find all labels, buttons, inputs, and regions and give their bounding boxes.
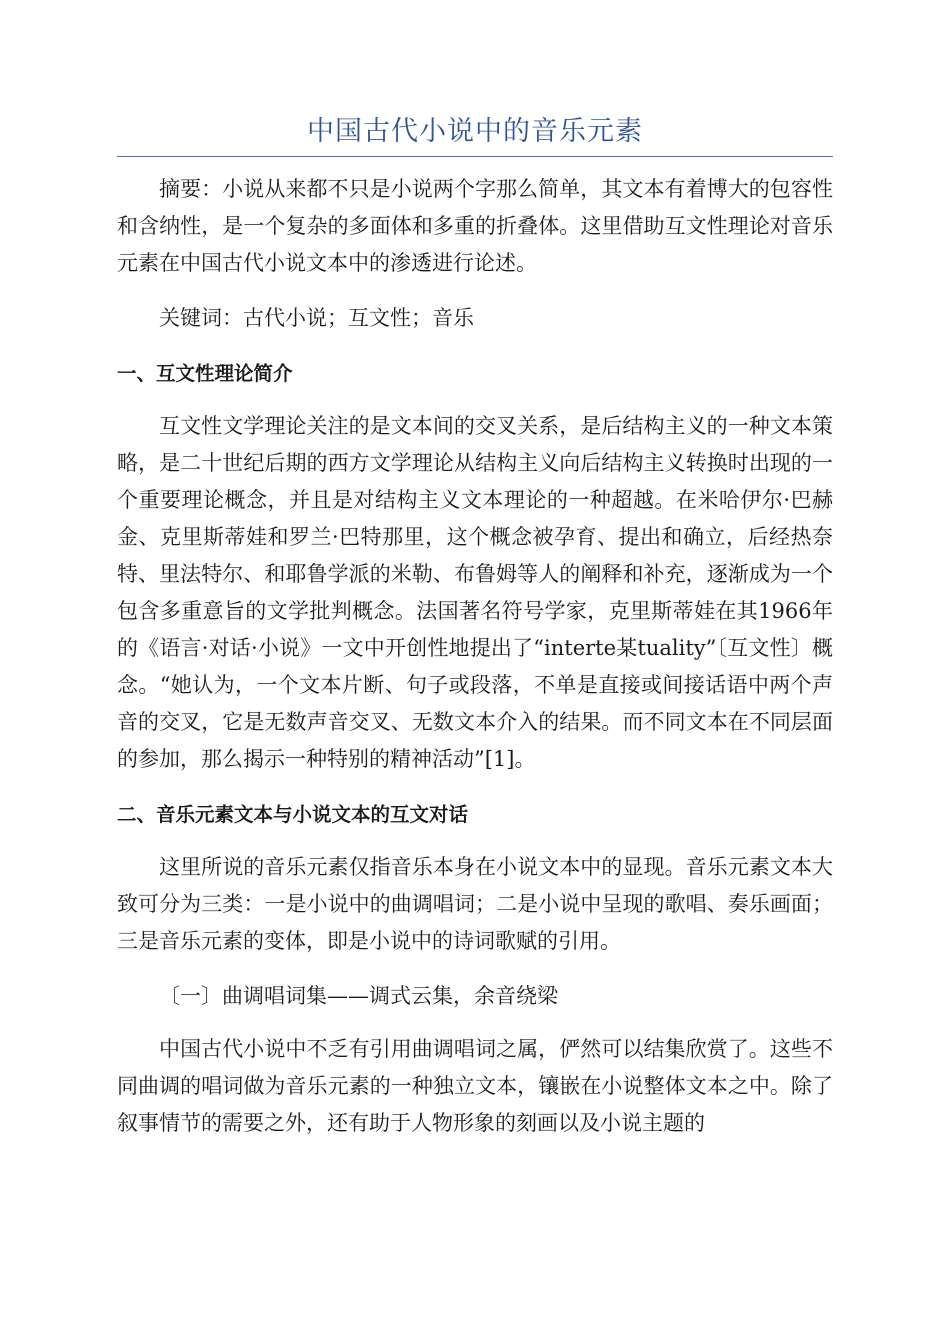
section-1-paragraph: 互文性文学理论关注的是文本间的交叉关系，是后结构主义的一种文本策略，是二十世纪后期的西方文学理论从结构主义向后结构主义转换时出现的一个重要理论概念，并且是对结构主义文本理论的一种超越。在米哈伊尔·巴赫金、克里斯蒂娃和罗兰·巴特那里，这个概念被孕育、提出和确立，后经热奈特、里法特尔、和耶鲁学派的米勒、布鲁姆等人的阐释和补充，逐渐成为一个包含多重意旨的文学批判概念。法国著名符号学家，克里斯蒂娃在其1966年的《语言·对话·小说》一文中开创性地提出了“interte某tuality”〔互文性〕概念。“她认为，一个文本片断、句子或段落，不单是直接或间接话语中两个声音的交叉，它是无数声音交叉、无数文本介入的结果。而不同文本在不同层面的参加，那么揭示一种特别的精神活动”[1]。 bbox=[117, 414, 833, 771]
document-page bbox=[117, 112, 833, 1160]
section-2-heading: 二、音乐元素文本与小说文本的互文对话 bbox=[117, 803, 469, 826]
section-2-paragraph-2: 中国古代小说中不乏有引用曲调唱词之属，俨然可以结集欣赏了。这些不同曲调的唱词做为音乐元素的一种独立文本，镶嵌在小说整体文本之中。除了叙事情节的需要之外，还有助于人物形象的刻画以及小说主题的 bbox=[117, 1037, 833, 1135]
abstract-paragraph: 摘要：小说从来都不只是小说两个字那么简单，其文本有着博大的包容性和含纳性，是一个复杂的多面体和多重的折叠体。这里借助互文性理论对音乐元素在中国古代小说文本中的渗透进行论述。 bbox=[117, 177, 833, 275]
title-underline bbox=[117, 156, 833, 157]
section-2-paragraph: 这里所说的音乐元素仅指音乐本身在小说文本中的显现。音乐元素文本大致可分为三类：一是小说中的曲调唱词；二是小说中呈现的歌唱、奏乐画面；三是音乐元素的变体，即是小说中的诗词歌赋的引用。 bbox=[117, 855, 833, 953]
section-2-subheading: 〔一〕曲调唱词集——调式云集，余音绕梁 bbox=[159, 984, 558, 1008]
section-1-heading: 一、互文性理论简介 bbox=[117, 362, 293, 385]
keywords-paragraph: 关键词：古代小说；互文性；音乐 bbox=[159, 306, 474, 330]
document-title: 中国古代小说中的音乐元素 bbox=[307, 116, 643, 147]
